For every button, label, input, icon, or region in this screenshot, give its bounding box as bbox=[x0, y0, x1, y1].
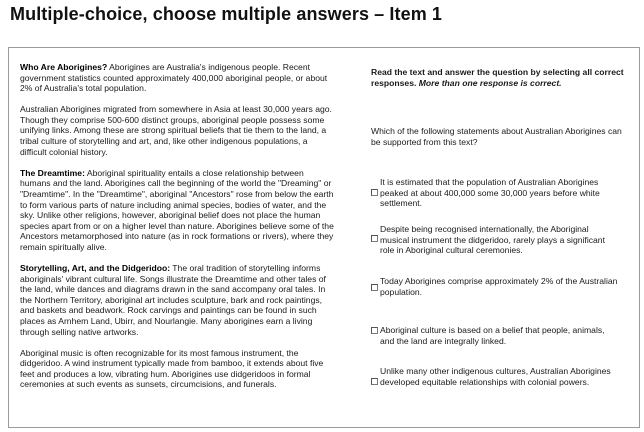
instruction-text: Read the text and answer the question by selecting all correct responses. bbox=[371, 67, 624, 88]
paragraph-text: The oral tradition of storytelling informs aboriginals' vibrant cultural life. Songs illustrate the Dreamtime and other tales of the land, while dances and diagrams drawn in the sand accompany oral tales. In the Northern Territory, aboriginal art includes sculpture, bark and rock paintings, and baskets and beadwork. Rock carvings and paintings can be found in such places as Arnhem Land, Ubirr, and Nourlangie. Many aborigines earn a living through selling native artworks. bbox=[20, 263, 326, 337]
passage-paragraph bbox=[20, 168, 334, 253]
option-label[interactable]: Unlike many other indigenous cultures, Australian Aborigines developed equitable relationships with colonial powers. bbox=[380, 366, 611, 387]
checkbox[interactable] bbox=[371, 378, 378, 385]
option-label[interactable]: Despite being recognised internationally, the Aboriginal musical instrument the didgeridoo, rarely plays a significant role in Aboriginal cultural ceremonies. bbox=[380, 224, 605, 256]
paragraph-text: Aboriginal spirituality entails a close relationship between humans and the land. Aborigines call the beginning of the world the "Dreaming" or "Dreamtime". In the "Dreamtime", aboriginal "Ancestors" rose from below the earth to form various parts of nature including animal species, bodies of water, and the sky. Unlike other religions, however, aboriginal belief does not place the human species apart from or on a higher level than nature. Aborigines believe some of the Ancestors metamorphosed into nature (as in rock formations or rivers), where they remain spiritually alive. bbox=[20, 167, 334, 252]
instruction-emphasis: More than one response is correct. bbox=[416, 77, 562, 88]
checkbox[interactable] bbox=[371, 189, 378, 196]
passage-paragraph bbox=[20, 104, 334, 157]
reading-passage bbox=[20, 62, 334, 424]
passage-paragraph bbox=[20, 348, 334, 390]
passage-paragraph bbox=[20, 62, 334, 94]
paragraph-text: Aborigines are Australia's indigenous people. Recent government statistics counted approximately 400,000 aboriginal people, or about 2% of Australia's total population. bbox=[20, 62, 328, 94]
page-title: Multiple-choice, choose multiple answers – Item 1 bbox=[10, 4, 443, 24]
paragraph-heading: The Dreamtime: bbox=[20, 167, 85, 178]
paragraph-heading: Who Are Aborigines? bbox=[20, 62, 108, 72]
instructions bbox=[371, 67, 633, 88]
passage-paragraph bbox=[20, 263, 334, 337]
option-label[interactable]: It is estimated that the population of Australian Aborigines peaked at about 400,000 some 30,000 years before white settlement. bbox=[380, 177, 600, 209]
option-label[interactable]: Today Aborigines comprise approximately 2% of the Australian population. bbox=[380, 276, 618, 297]
question-pane bbox=[371, 62, 633, 422]
item-frame bbox=[8, 47, 640, 428]
paragraph-heading: Storytelling, Art, and the Didgeridoo: bbox=[20, 263, 171, 273]
checkbox[interactable] bbox=[371, 327, 378, 334]
paragraph-text: Aboriginal music is often recognizable for its most famous instrument, the didgeridoo. A wind instrument typically made from bamboo, it extends about five feet and produces a low, vibrating hum. Aborigines use didgeridoos in formal ceremonies at such events as sunsets, circumcisions, and funerals. bbox=[20, 347, 324, 390]
checkbox[interactable] bbox=[371, 284, 378, 291]
paragraph-text: Australian Aborigines migrated from somewhere in Asia at least 30,000 years ago. Though they comprise 500-600 distinct groups, aboriginal people possess some unifying links. Among these are strong spiritual beliefs that tie them to the land, a tribal culture of storytelling and art, and, like other indigenous populations, a difficult colonial history. bbox=[20, 104, 332, 157]
checkbox[interactable] bbox=[371, 235, 378, 242]
option-label[interactable]: Aboriginal culture is based on a belief that people, animals, and the land are integrally linked. bbox=[380, 325, 605, 346]
question-stem: Which of the following statements about Australian Aborigines can be supported from this text? bbox=[371, 126, 622, 147]
